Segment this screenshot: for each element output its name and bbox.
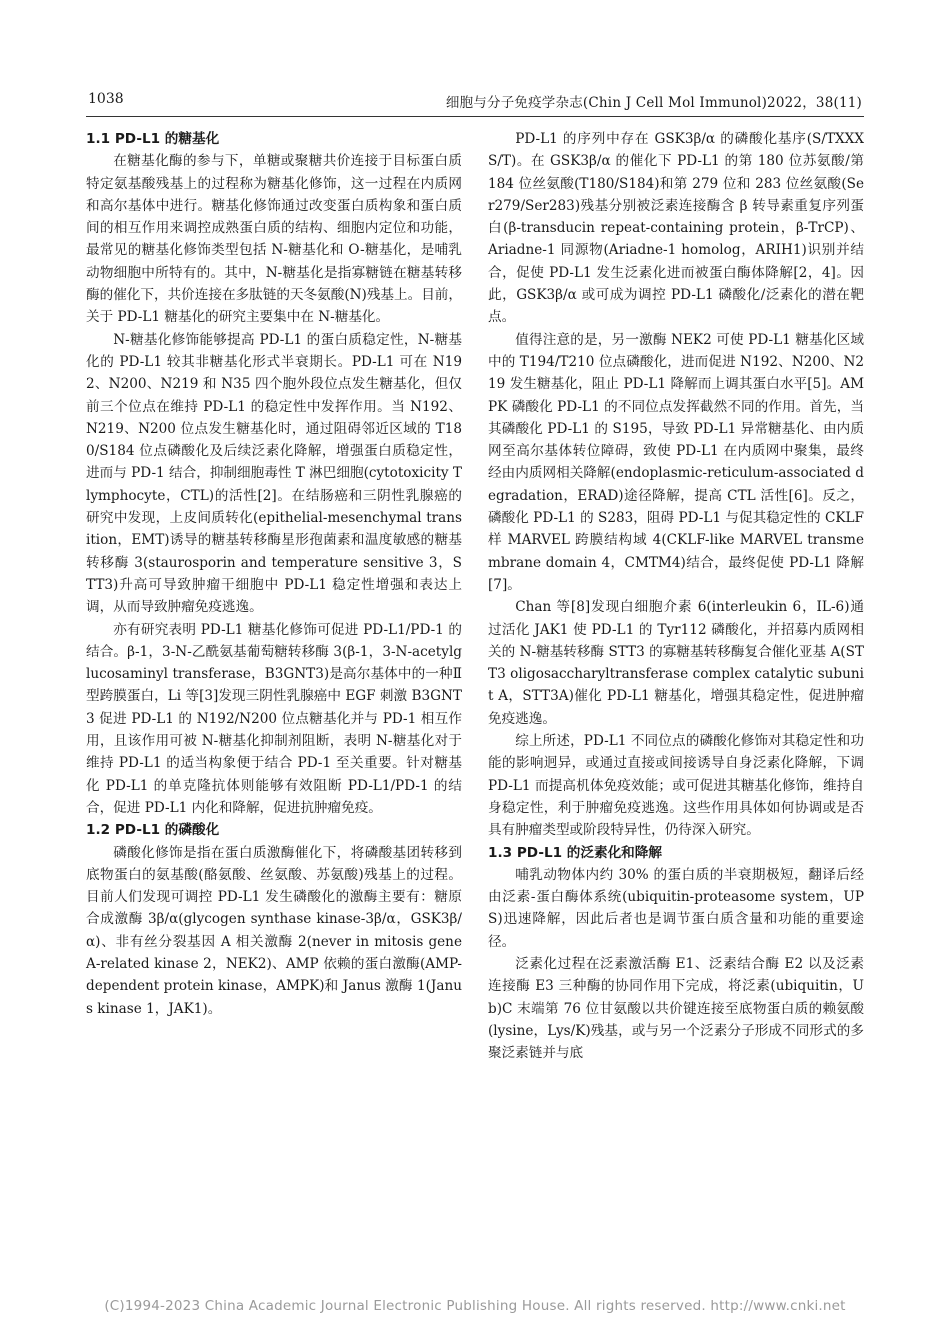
paragraph: 综上所述，PD-L1 不同位点的磷酸化修饰对其稳定性和功能的影响迥异，或通过直接或间接诱导自身泛素化降解，下调 PD-L1 而提高机体免疫效能；或可促进其糖基化修饰，维持自身稳定性，利于肿瘤免疫逃逸。这些作用具体如何协调或是否具有肿瘤类型或阶段特异性，仍待深入研究。	[488, 733, 864, 839]
left-column	[86, 128, 462, 1020]
journal-running-head: 细胞与分子免疫学杂志(Chin J Cell Mol Immunol)2022，38(11)	[445, 95, 862, 111]
paragraph: PD-L1 的序列中存在 GSK3β/α 的磷酸化基序(S/TXXXS/T)。在 GSK3β/α 的催化下 PD-L1 的第 180 位苏氨酸/第 184 位丝氨酸(T180/S184)和第 279 位和 283 位丝氨酸(Ser279/Ser283)残基分别被泛素连接酶含 β 转导素重复序列蛋白(β-transducin repeat-containing protein，β-TrCP)、Ariadne-1 同源物(Ariadne-1 homolog，ARIH1)识别并结合，促使 PD-L1 发生泛素化进而被蛋白酶体降解[2，4]。因此，GSK3β/α 或可成为调控 PD-L1 磷酸化/泛素化的潜在靶点。	[488, 131, 864, 326]
right-column	[488, 128, 864, 1064]
paragraph: 在糖基化酶的参与下，单糖或聚糖共价连接于目标蛋白质特定氨基酸残基上的过程称为糖基化修饰，这一过程在内质网和高尔基体中进行。糖基化修饰通过改变蛋白质构象和蛋白质间的相互作用来调控成熟蛋白质的结构、细胞内定位和功能，最常见的糖基化修饰类型包括 N-糖基化和 O-糖基化，是哺乳动物细胞中所特有的。其中，N-糖基化是指寡糖链在糖基转移酶的催化下，共价连接在多肽链的天冬氨酸(N)残基上。目前，关于 PD-L1 糖基化的研究主要集中在 N-糖基化。	[86, 153, 462, 326]
paragraph: 亦有研究表明 PD-L1 糖基化修饰可促进 PD-L1/PD-1 的结合。β-1，3-N-乙酰氨基葡萄糖转移酶 3(β-1，3-N-acetylglucosaminyl transferase，B3GNT3)是高尔基体中的一种Ⅱ型跨膜蛋白，Li 等[3]发现三阴性乳腺癌中 EGF 刺激 B3GNT3 促进 PD-L1 的 N192/N200 位点糖基化并与 PD-1 相互作用，且该作用可被 N-糖基化抑制剂阻断，表明 N-糖基化对于维持 PD-L1 的适当构象便于结合 PD-1 至关重要。针对糖基化 PD-L1 的单克隆抗体则能够有效阻断 PD-L1/PD-1 的结合，促进 PD-L1 内化和降解，促进抗肿瘤免疫。	[86, 621, 462, 816]
paragraph: N-糖基化修饰能够提高 PD-L1 的蛋白质稳定性，N-糖基化的 PD-L1 较其非糖基化形式半衰期长。PD-L1 可在 N192、N200、N219 和 N35 四个胞外段位点发生糖基化，但仅前三个位点在维持 PD-L1 的稳定性中发挥作用。当 N192、N219、N200 位点发生糖基化时，通过阻碍邻近区域的 T180/S184 位点磷酸化及后续泛素化降解，增强蛋白质稳定性，进而与 PD-1 结合，抑制细胞毒性 T 淋巴细胞(cytotoxicity T lymphocyte，CTL)的活性[2]。在结肠癌和三阴性乳腺癌的研究中发现，上皮间质转化(epithelial-mesenchymal transition，EMT)诱导的糖基转移酶星形孢菌素和温度敏感的糖基转移酶 3(staurosporin and temperature sensitive 3，STT3)升高可导致肿瘤干细胞中 PD-L1 稳定性增强和表达上调，从而导致肿瘤免疫逃逸。	[86, 331, 462, 616]
section-heading-ubiquitination: 1.3 PD-L1 的泛素化和降解	[488, 844, 662, 861]
copyright-footer: (C)1994-2023 China Academic Journal Electronic Publishing House. All rights reserved. http://www.cnki.net	[104, 1298, 846, 1314]
paragraph: 磷酸化修饰是指在蛋白质激酶催化下，将磷酸基团转移到底物蛋白的氨基酸(酪氨酸、丝氨酸、苏氨酸)残基上的过程。目前人们发现可调控 PD-L1 发生磷酸化的激酶主要有：糖原合成激酶 3β/α(glycogen synthase kinase-3β/α，GSK3β/α)、非有丝分裂基因 A 相关激酶 2(never in mitosis gene A-related kinase 2，NEK2)、AMP 依赖的蛋白激酶(AMP-dependent protein kinase，AMPK)和 Janus 激酶 1(Janus kinase 1，JAK1)。	[86, 844, 462, 1017]
page-number: 1038	[88, 91, 124, 107]
paragraph: 哺乳动物体内约 30% 的蛋白质的半衰期极短，翻译后经由泛素-蛋白酶体系统(ubiquitin-proteasome system，UPS)迅速降解，因此后者也是调节蛋白质含量和功能的重要途径。	[488, 866, 864, 950]
section-heading-glycosylation: 1.1 PD-L1 的糖基化	[86, 131, 220, 147]
paragraph: 泛素化过程在泛素激活酶 E1、泛素结合酶 E2 以及泛素连接酶 E3 三种酶的协同作用下完成，将泛素(ubiquitin，Ub)C 末端第 76 位甘氨酸以共价键连接至底物蛋白质的赖氨酸(lysine，Lys/K)残基，或与另一个泛素分子形成不同形式的多聚泛素链并与底	[488, 955, 864, 1062]
paragraph: 值得注意的是，另一激酶 NEK2 可使 PD-L1 糖基化区域中的 T194/T210 位点磷酸化，进而促进 N192、N200、N219 发生糖基化，阻止 PD-L1 降解而上调其蛋白水平[5]。AMPK 磷酸化 PD-L1 的不同位点发挥截然不同的作用。首先，当其磷酸化 PD-L1 的 S195，导致 PD-L1 异常糖基化、由内质网至高尔基体转位障碍，致使 PD-L1 在内质网中聚集，最终经由内质网相关降解(endoplasmic-reticulum-associated degradation，ERAD)途径降解，提高 CTL 活性[6]。反之，磷酸化 PD-L1 的 S283，阻碍 PD-L1 与促其稳定性的 CKLF 样 MARVEL 跨膜结构域 4(CKLF-like MARVEL transmembrane domain 4，CMTM4)结合，最终促使 PD-L1 降解[7]。	[488, 331, 864, 593]
section-heading-phosphorylation: 1.2 PD-L1 的磷酸化	[86, 822, 220, 839]
paragraph: Chan 等[8]发现白细胞介素 6(interleukin 6，IL-6)通过活化 JAK1 使 PD-L1 的 Tyr112 磷酸化，并招募内质网相关的 N-糖基转移酶 STT3 的寡糖基转移酶复合催化亚基 A(STT3 oligosaccharyltransferase complex catalytic subunit A，STT3A)催化 PD-L1 糖基化，增强其稳定性，促进肿瘤免疫逃逸。	[488, 599, 864, 727]
header-rule	[86, 116, 864, 117]
